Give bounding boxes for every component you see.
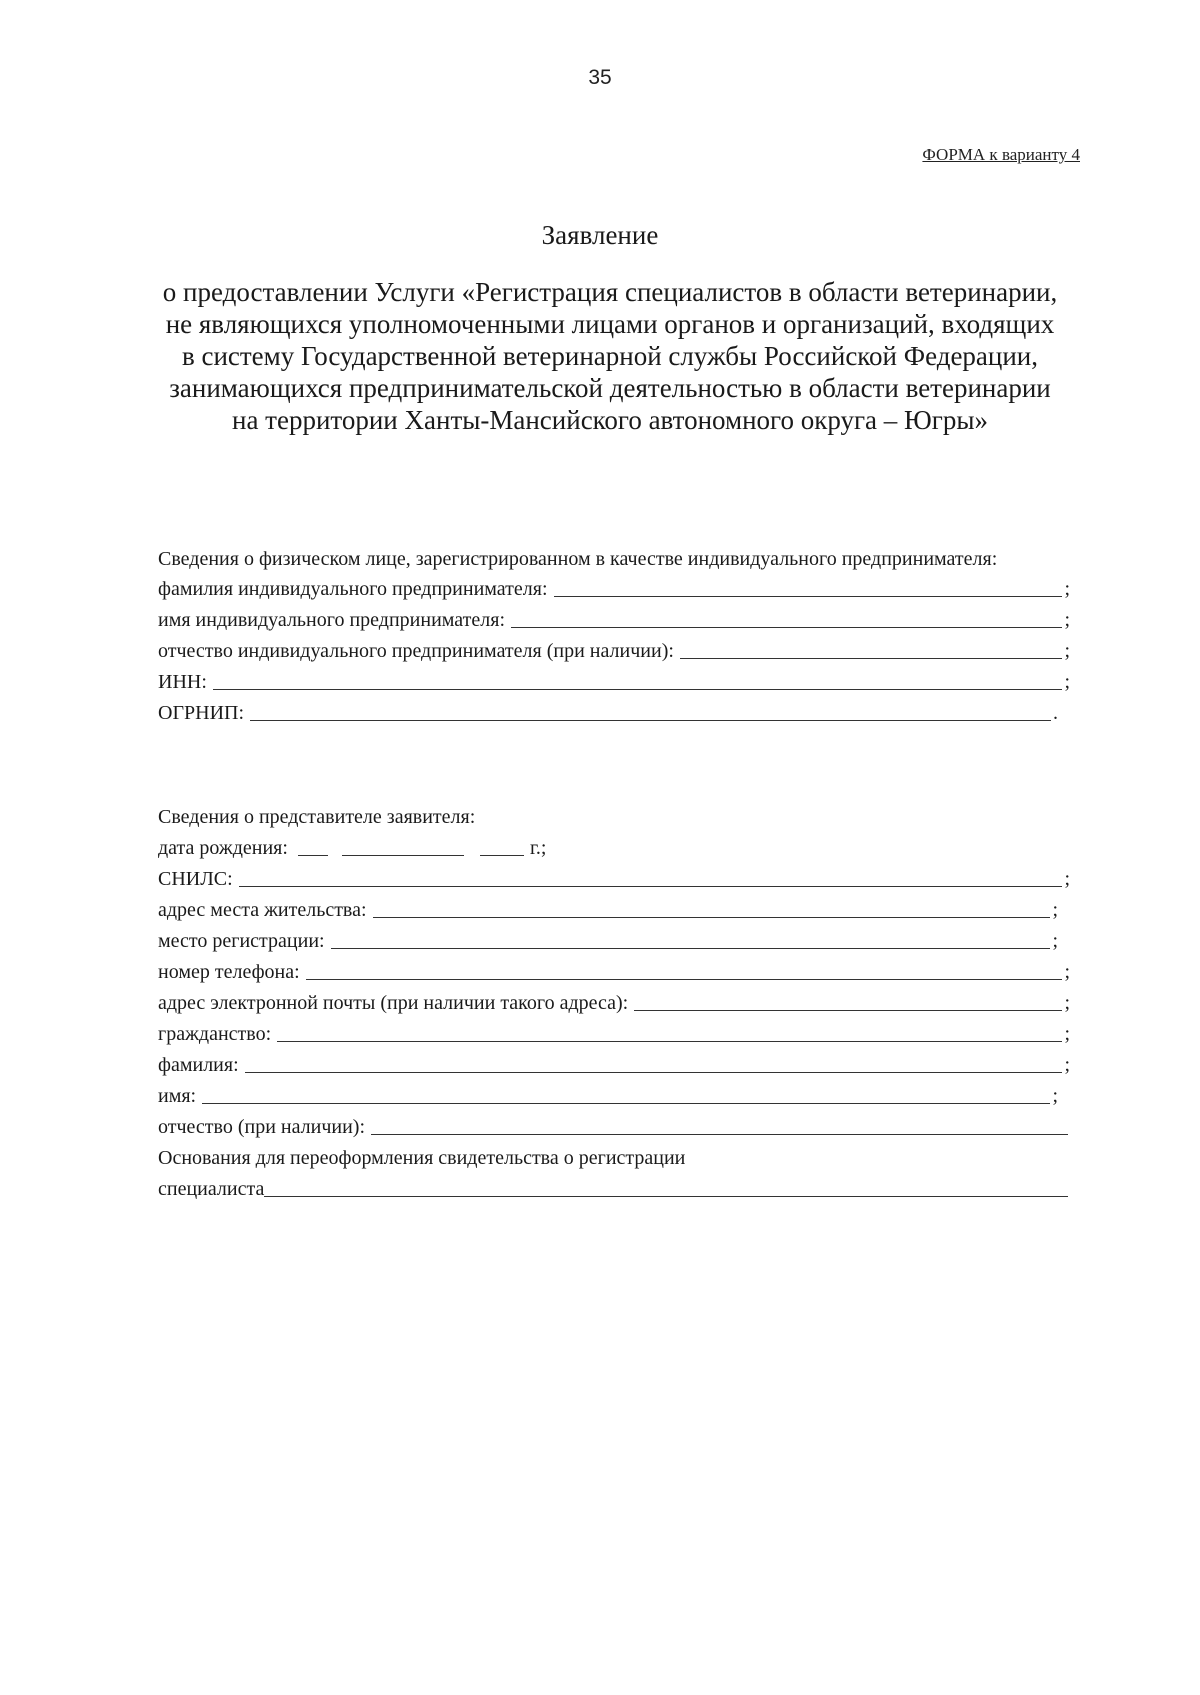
email-field[interactable]	[634, 1009, 1062, 1011]
representative-name-field[interactable]	[202, 1102, 1050, 1104]
snils-label: СНИЛС:	[158, 868, 233, 890]
registration-place-field[interactable]	[331, 947, 1051, 949]
email-end: ;	[1064, 992, 1070, 1014]
entrepreneur-name-field[interactable]	[511, 626, 1062, 628]
snils-field[interactable]	[239, 885, 1063, 887]
birth-month-field[interactable]	[342, 854, 464, 856]
entrepreneur-name-label: имя индивидуального предпринимателя:	[158, 609, 506, 631]
representative-surname-label: фамилия:	[158, 1054, 239, 1076]
citizenship-field[interactable]	[277, 1040, 1062, 1042]
representative-section	[158, 802, 1070, 1205]
representative-name-label: имя:	[158, 1085, 197, 1107]
residence-address-row	[158, 895, 1070, 926]
entrepreneur-patronymic-end: ;	[1064, 640, 1070, 662]
ogrnip-field[interactable]	[250, 719, 1051, 721]
entrepreneur-section-intro: Сведения о физическом лице, зарегистрированном в качестве индивидуального предпринимателя:	[158, 548, 998, 570]
snils-end: ;	[1064, 868, 1070, 890]
birth-date-row	[158, 833, 1070, 864]
citizenship-end: ;	[1064, 1023, 1070, 1045]
citizenship-row	[158, 1019, 1070, 1050]
reissue-basis-field[interactable]	[264, 1195, 1068, 1197]
entrepreneur-patronymic-row	[158, 636, 1070, 667]
phone-row	[158, 957, 1070, 988]
representative-name-row	[158, 1081, 1070, 1112]
form-reference: ФОРМА к варианту 4	[922, 145, 1080, 164]
entrepreneur-name-row	[158, 605, 1070, 636]
phone-field[interactable]	[306, 978, 1063, 980]
entrepreneur-name-end: ;	[1064, 609, 1070, 631]
entrepreneur-surname-field[interactable]	[554, 595, 1063, 597]
representative-surname-field[interactable]	[245, 1071, 1063, 1073]
representative-patronymic-label: отчество (при наличии):	[158, 1116, 366, 1138]
entrepreneur-section	[158, 545, 1070, 729]
residence-address-end: ;	[1052, 899, 1058, 921]
reissue-basis-label-cont: специалиста	[158, 1178, 265, 1200]
residence-address-label: адрес места жительства:	[158, 899, 367, 921]
ogrnip-label: ОГРНИП:	[158, 702, 245, 724]
representative-surname-row	[158, 1050, 1070, 1081]
entrepreneur-surname-end: ;	[1064, 578, 1070, 600]
inn-label: ИНН:	[158, 671, 207, 693]
representative-patronymic-field[interactable]	[371, 1133, 1068, 1135]
ogrnip-end: .	[1053, 702, 1058, 724]
birth-date-suffix: г.;	[529, 837, 547, 859]
entrepreneur-surname-label: фамилия индивидуального предпринимателя:	[158, 578, 548, 600]
email-row	[158, 988, 1070, 1019]
inn-row	[158, 667, 1070, 698]
ogrnip-row	[158, 698, 1070, 729]
reissue-basis-row	[158, 1174, 1070, 1205]
inn-field[interactable]	[213, 688, 1063, 690]
representative-patronymic-row	[158, 1112, 1070, 1143]
birth-year-field[interactable]	[480, 854, 524, 856]
entrepreneur-patronymic-label: отчество индивидуального предпринимателя (при наличии):	[158, 640, 674, 662]
document-title: Заявление	[541, 220, 659, 250]
representative-heading-row	[158, 802, 1070, 833]
entrepreneur-surname-row	[158, 574, 1070, 605]
inn-end: ;	[1064, 671, 1070, 693]
entrepreneur-patronymic-field[interactable]	[680, 657, 1063, 659]
registration-place-label: место регистрации:	[158, 930, 325, 952]
residence-address-field[interactable]	[373, 916, 1051, 918]
phone-label: номер телефона:	[158, 961, 300, 983]
registration-place-row	[158, 926, 1070, 957]
document-subtitle: о предоставлении Услуги «Регистрация специалистов в области ветеринарии, не являющихся уполномоченными лицами органов и организаций, входящих в систему Государственной ветеринарной службы Российской Федерации, занимающихся предпринимательской деятельностью в области ветеринарии на территории Ханты-Мансийского автономного округа – Югры»	[162, 277, 1058, 435]
reissue-basis-label: Основания для переоформления свидетельства о регистрации	[158, 1147, 686, 1169]
birth-date-label: дата рождения:	[158, 837, 288, 859]
representative-name-end: ;	[1052, 1085, 1058, 1107]
snils-row	[158, 864, 1070, 895]
citizenship-label: гражданство:	[158, 1023, 272, 1045]
birth-day-field[interactable]	[298, 854, 328, 856]
phone-end: ;	[1064, 961, 1070, 983]
representative-surname-end: ;	[1064, 1054, 1070, 1076]
email-label: адрес электронной почты (при наличии такого адреса):	[158, 992, 629, 1014]
page-number: 35	[588, 66, 612, 89]
registration-place-end: ;	[1052, 930, 1058, 952]
representative-heading: Сведения о представителе заявителя:	[158, 806, 476, 828]
